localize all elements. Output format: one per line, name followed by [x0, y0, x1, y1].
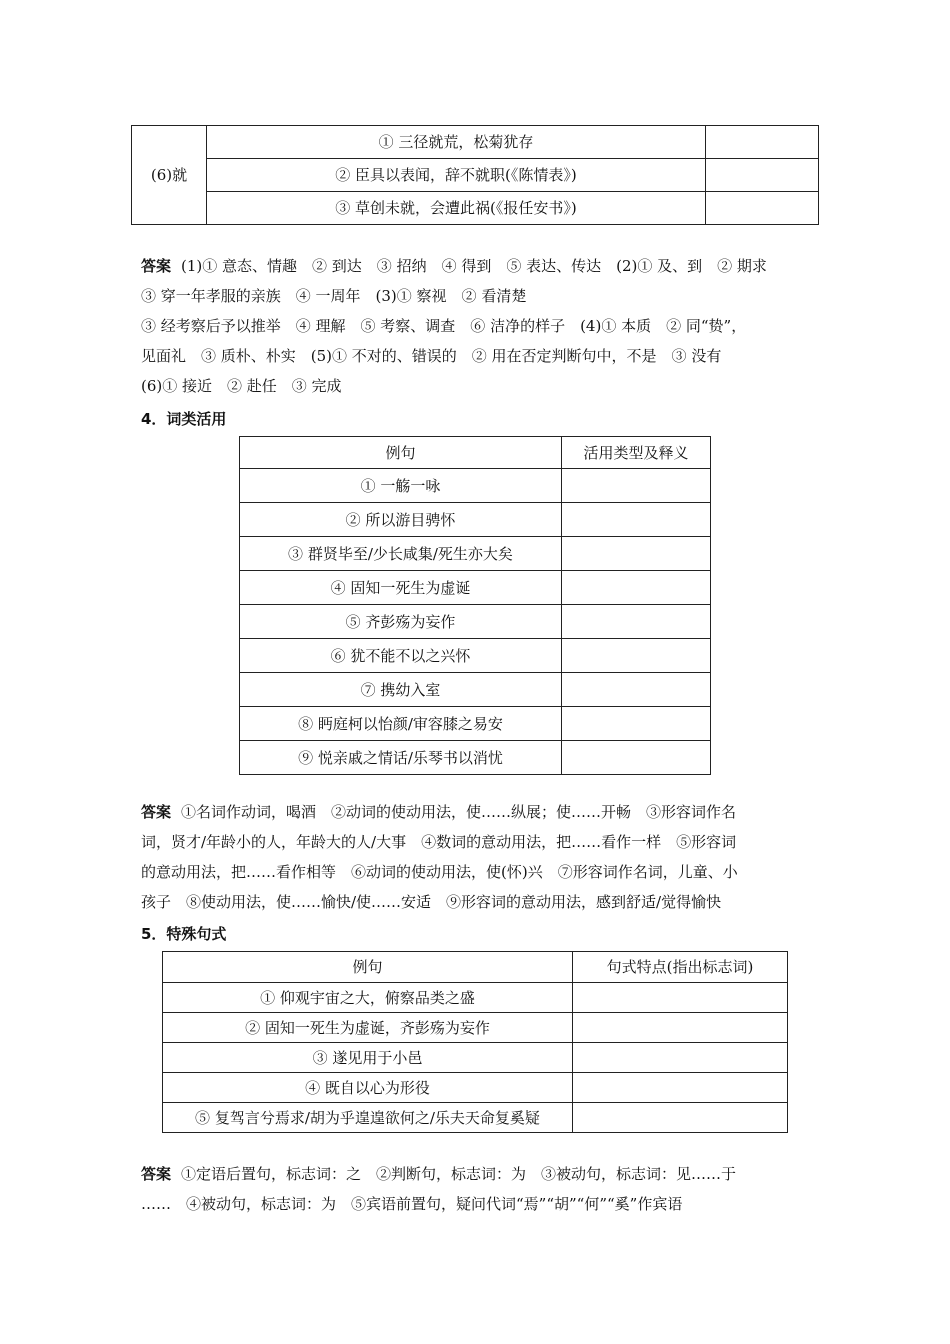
empty-cell — [562, 673, 711, 707]
answer-line: 见面礼 ③ 质朴、朴实 (5)① 不对的、错误的 ② 用在否定判断句中，不是 ③ 没有 — [141, 347, 722, 365]
table-cell: ③ 遂见用于小邑 — [163, 1043, 573, 1073]
table-cell: ⑧ 眄庭柯以怡颜/审容膝之易安 — [240, 707, 562, 741]
answer-label: 答案 — [141, 1165, 172, 1183]
table-word-usage — [239, 436, 711, 775]
answer-line: ①定语后置句，标志词：之 ②判断句，标志词：为 ③被动句，标志词：见……于 — [181, 1165, 737, 1183]
column-header: 活用类型及释义 — [562, 437, 711, 469]
column-header: 例句 — [240, 437, 562, 469]
empty-cell — [706, 126, 819, 159]
table-cell: ④ 固知一死生为虚诞 — [240, 571, 562, 605]
empty-cell — [562, 469, 711, 503]
table-cell: ② 固知一死生为虚诞，齐彭殇为妄作 — [163, 1013, 573, 1043]
answer-block-2 — [141, 797, 811, 917]
answer-line: (1)① 意态、情趣 ② 到达 ③ 招纳 ④ 得到 ⑤ 表达、传达 (2)① 及、到 ② 期求 — [181, 257, 767, 275]
answer-line: 的意动用法，把……看作相等 ⑥动词的使动用法，使(怀)兴 ⑦形容词作名词，儿童、小 — [141, 863, 738, 881]
answer-line: …… ④被动句，标志词：为 ⑤宾语前置句，疑问代词“焉”“胡”“何”“奚”作宾语 — [141, 1195, 683, 1213]
answer-line: ③ 经考察后予以推举 ④ 理解 ⑤ 考察、调查 ⑥ 洁净的样子 (4)① 本质 ② 同“贽”， — [141, 317, 747, 335]
answer-line: (6)① 接近 ② 赴任 ③ 完成 — [141, 377, 342, 395]
table-cell: ③ 群贤毕至/少长咸集/死生亦大矣 — [240, 537, 562, 571]
table-cell: ⑤ 复驾言兮焉求/胡为乎遑遑欲何之/乐夫天命复奚疑 — [163, 1103, 573, 1133]
column-header: 例句 — [163, 952, 573, 983]
table-cell: ⑤ 齐彭殇为妄作 — [240, 605, 562, 639]
answer-label: 答案 — [141, 803, 172, 821]
section-heading: 4．词类活用 — [141, 410, 227, 428]
table-cell: ⑦ 携幼入室 — [240, 673, 562, 707]
empty-cell — [706, 192, 819, 225]
empty-cell — [562, 707, 711, 741]
table-cell: ③ 草创未就，会遭此祸(《报任安书》) — [207, 192, 706, 225]
answer-block-1 — [141, 251, 811, 401]
answer-line: ①名词作动词，喝酒 ②动词的使动用法，使……纵展；使……开畅 ③形容词作名 — [181, 803, 737, 821]
answer-block-3 — [141, 1159, 811, 1219]
empty-cell — [562, 503, 711, 537]
table-cell: ⑥ 犹不能不以之兴怀 — [240, 639, 562, 673]
empty-cell — [562, 639, 711, 673]
table-cell: ⑨ 悦亲戚之情话/乐琴书以消忧 — [240, 741, 562, 775]
column-header: 句式特点(指出标志词) — [573, 952, 788, 983]
table-6-jiu — [131, 125, 819, 225]
empty-cell — [573, 1073, 788, 1103]
empty-cell — [573, 983, 788, 1013]
table-cell: ② 所以游目骋怀 — [240, 503, 562, 537]
row-label: (6)就 — [132, 126, 207, 225]
empty-cell — [573, 1043, 788, 1073]
empty-cell — [573, 1013, 788, 1043]
empty-cell — [562, 605, 711, 639]
answer-label: 答案 — [141, 257, 172, 275]
table-cell: ① 仰观宇宙之大，俯察品类之盛 — [163, 983, 573, 1013]
table-special-sentences — [162, 951, 788, 1133]
answer-line: 词，贤才/年龄小的人，年龄大的人/大事 ④数词的意动用法，把……看作一样 ⑤形容词 — [141, 833, 737, 851]
table-cell: ② 臣具以表闻，辞不就职(《陈情表》) — [207, 159, 706, 192]
answer-line: ③ 穿一年孝服的亲族 ④ 一周年 (3)① 察视 ② 看清楚 — [141, 287, 527, 305]
table-cell: ① 一觞一咏 — [240, 469, 562, 503]
empty-cell — [562, 537, 711, 571]
answer-line: 孩子 ⑧使动用法，使……愉快/使……安适 ⑨形容词的意动用法，感到舒适/觉得愉快 — [141, 893, 722, 911]
table-cell: ① 三径就荒，松菊犹存 — [207, 126, 706, 159]
table-cell: ④ 既自以心为形役 — [163, 1073, 573, 1103]
section-heading: 5．特殊句式 — [141, 925, 227, 943]
empty-cell — [562, 571, 711, 605]
empty-cell — [573, 1103, 788, 1133]
empty-cell — [706, 159, 819, 192]
empty-cell — [562, 741, 711, 775]
